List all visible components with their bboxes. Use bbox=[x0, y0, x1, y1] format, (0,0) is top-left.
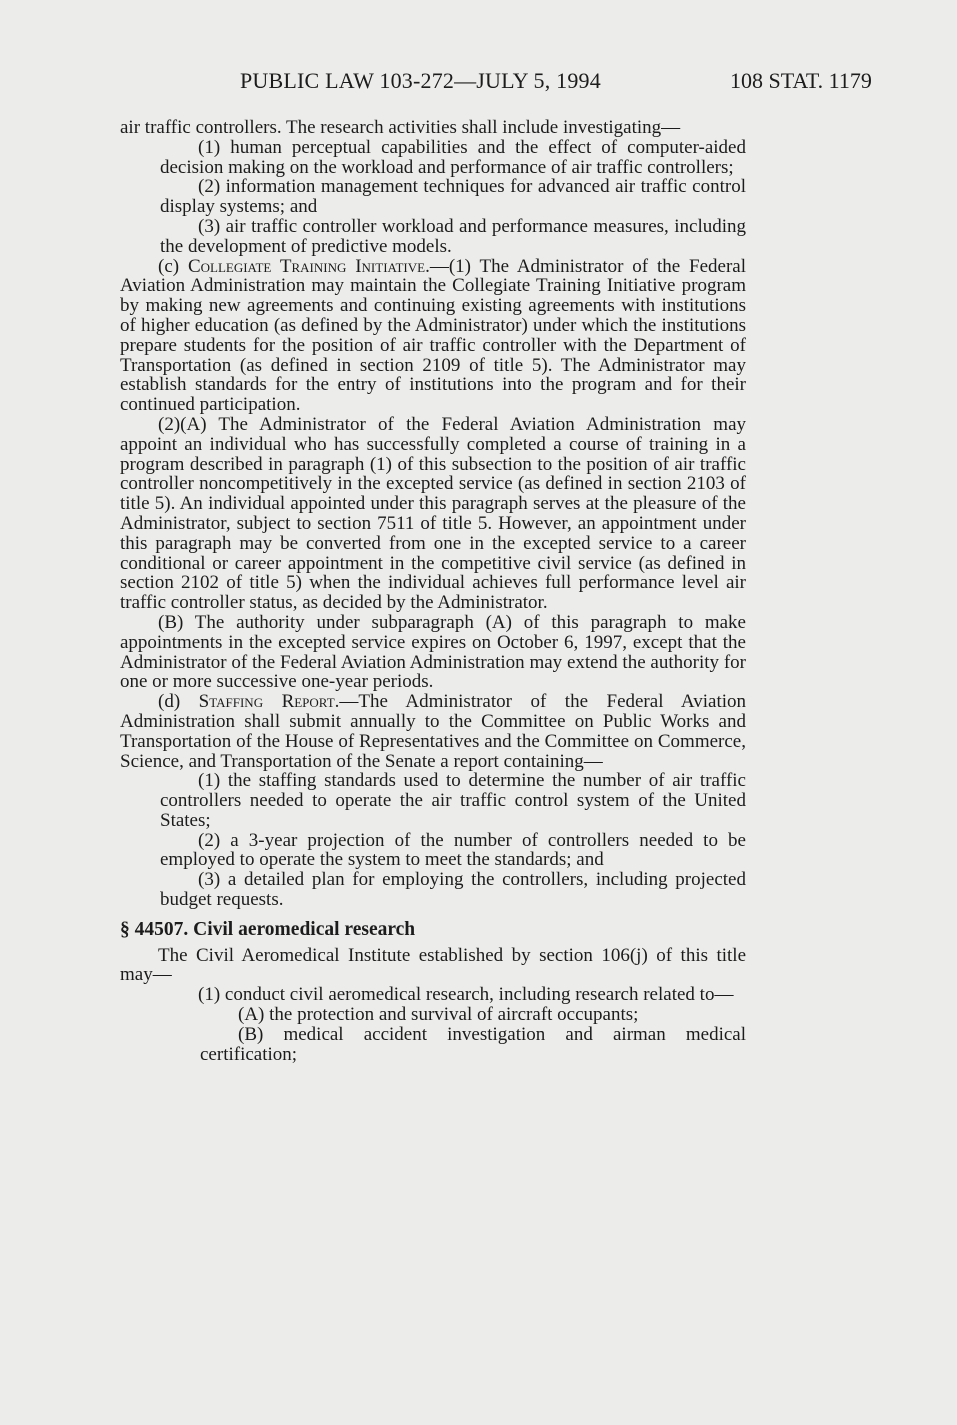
list-item-b1: (1) human perceptual capabilities and the effect of computer-aided decision making on the workload and performance of air traffic controllers; bbox=[160, 136, 746, 178]
subsection-c bbox=[120, 257, 746, 415]
document-body bbox=[120, 118, 746, 1064]
list-item-sB: (B) medical accident investigation and airman medical certification; bbox=[200, 1023, 746, 1065]
subsection-d bbox=[120, 692, 746, 771]
list-item-b2: (2) information management techniques for advanced air traffic control display systems; and bbox=[160, 176, 746, 218]
subsection-d-heading: Staffing Report bbox=[198, 691, 335, 713]
subsection-c-2B: (B) The authority under subparagraph (A) of this paragraph to make appointments in the excepted service expires on October 6, 1997, except that the Administrator of the Federal Aviation Administration may extend the authority for one or more successive one-year periods. bbox=[120, 611, 746, 693]
subsection-d-text: .—The Administrator of the Federal Aviation Administration shall submit annually to the Committee on Public Works and Transportation of the House of Representatives and the Committee on Commerce, Science, and Transportation of the Senate a report containing— bbox=[120, 691, 746, 772]
section-intro: The Civil Aeromedical Institute established by section 106(j) of this title may— bbox=[120, 944, 746, 986]
running-header-title: PUBLIC LAW 103-272—JULY 5, 1994 bbox=[240, 68, 601, 93]
statute-page-reference: 108 STAT. 1179 bbox=[730, 68, 872, 93]
list-item-b3: (3) air traffic controller workload and performance measures, including the development of predictive models. bbox=[160, 215, 746, 257]
list-item-sA: (A) the protection and survival of aircraft occupants; bbox=[238, 1004, 639, 1026]
section-heading: § 44507. Civil aeromedical research bbox=[120, 918, 416, 940]
subsection-c-text: .—(1) The Administrator of the Federal Aviation Administration may maintain the Collegiate Training Initiative program by making new agreements and continuing existing agreements with institutions of higher education (as defined by the Administrator) under which the institutions prepare students for the position of air traffic controller with the Department of Transportation (as defined in section 2109 of title 5). The Administrator may establish standards for the entry of institutions into the program and for their continued participation. bbox=[120, 255, 746, 416]
subsection-c-label: (c) bbox=[158, 255, 188, 277]
list-item-d3: (3) a detailed plan for employing the controllers, including projected budget requests. bbox=[160, 869, 746, 911]
subsection-c-heading: Collegiate Training Initiative bbox=[187, 255, 426, 277]
list-item-d2: (2) a 3-year projection of the number of controllers needed to be employed to operate the system to meet the standards; and bbox=[160, 829, 746, 871]
subsection-c-2A: (2)(A) The Administrator of the Federal Aviation Administration may appoint an individual who has successfully completed a course of training in a program described in paragraph (1) of this subsection to the position of air traffic controller noncompetitively in the excepted service (as defined in section 2103 of title 5). An individual appointed under this paragraph serves at the pleasure of the Administrator, subject to section 7511 of title 5. However, an appointment under this paragraph may be converted from one in the excepted service to a career conditional or career appointment in the competitive civil service (as defined in section 2102 of title 5) when the individual achieves full performance level air traffic controller status, as decided by the Administrator. bbox=[120, 413, 746, 614]
paragraph-intro: air traffic controllers. The research activities shall include investigating— bbox=[120, 117, 681, 138]
subsection-d-label: (d) bbox=[158, 691, 199, 713]
list-item-d1: (1) the staffing standards used to determine the number of air traffic controllers needed to operate the air traffic control system of the United States; bbox=[160, 770, 746, 831]
list-item-s1: (1) conduct civil aeromedical research, including research related to— bbox=[198, 984, 734, 1006]
